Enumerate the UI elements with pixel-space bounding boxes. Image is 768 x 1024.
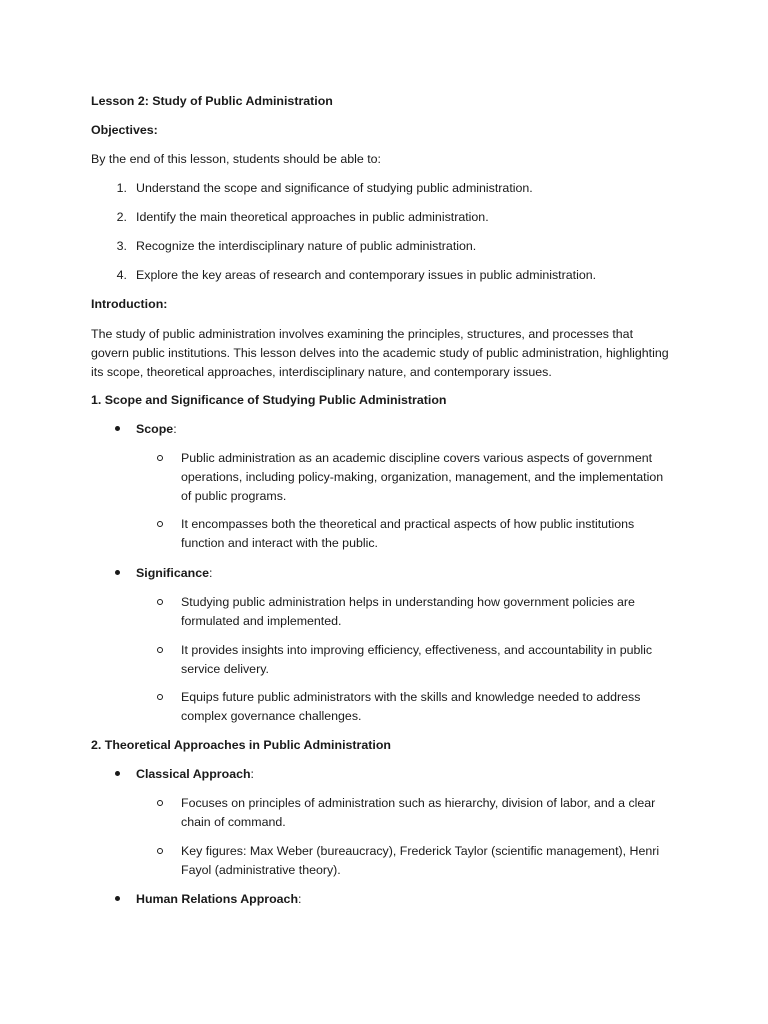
list-number: 3. <box>116 239 127 253</box>
label-colon: : <box>209 566 213 580</box>
circle-bullet-icon <box>157 842 165 850</box>
list-number: 4. <box>116 268 127 282</box>
list-item-human-relations <box>136 890 676 909</box>
bullet-icon <box>114 765 122 773</box>
objectives-intro: By the end of this lesson, students should be able to: <box>91 152 381 166</box>
list-item-scope <box>136 420 676 439</box>
sub-list-item: It encompasses both the theoretical and practical aspects of how public institutions function and interact with the public. <box>181 517 635 550</box>
objective-item: Recognize the interdisciplinary nature of public administration. <box>136 239 477 253</box>
sub-list-item: Studying public administration helps in understanding how government policies are formulated and implemented. <box>181 595 635 628</box>
list-number: 1. <box>116 181 127 195</box>
objectives-heading: Objectives: <box>91 123 158 137</box>
label-colon: : <box>298 892 302 906</box>
circle-bullet-icon <box>157 794 165 802</box>
introduction-paragraph: The study of public administration involves examining the principles, structures, and processes that govern public institutions. This lesson delves into the academic study of public administration, highlighting its scope, theoretical approaches, interdisciplinary nature, and contemporary issues. <box>91 327 669 379</box>
introduction-heading: Introduction: <box>91 297 168 311</box>
item-label: Human Relations Approach <box>136 892 299 906</box>
sub-list-item: It provides insights into improving efficiency, effectiveness, and accountability in public service delivery. <box>181 643 653 676</box>
sub-list-item: Equips future public administrators with the skills and knowledge needed to address complex governance challenges. <box>181 690 641 723</box>
bullet-icon <box>114 890 122 898</box>
lesson-title: Lesson 2: Study of Public Administration <box>91 94 333 108</box>
section-heading: 2. Theoretical Approaches in Public Administration <box>91 738 391 752</box>
item-label: Classical Approach <box>136 767 251 781</box>
list-item-significance <box>136 564 676 583</box>
list-item-classical <box>136 765 676 784</box>
sub-list-item: Public administration as an academic discipline covers various aspects of government operations, including policy-making, organization, management, and the implementation of public programs. <box>181 451 664 503</box>
objective-item: Understand the scope and significance of studying public administration. <box>136 181 533 195</box>
circle-bullet-icon <box>157 449 165 457</box>
objective-item: Identify the main theoretical approaches in public administration. <box>136 210 489 224</box>
label-colon: : <box>250 767 254 781</box>
item-label: Significance <box>136 566 209 580</box>
circle-bullet-icon <box>157 515 165 523</box>
circle-bullet-icon <box>157 641 165 649</box>
sub-list-item: Key figures: Max Weber (bureaucracy), Frederick Taylor (scientific management), Henri Fayol (administrative theory). <box>181 844 660 877</box>
bullet-icon <box>114 420 122 428</box>
sub-list-item: Focuses on principles of administration such as hierarchy, division of labor, and a clear chain of command. <box>181 796 656 829</box>
item-label: Scope <box>136 422 174 436</box>
objective-item: Explore the key areas of research and contemporary issues in public administration. <box>136 268 597 282</box>
list-number: 2. <box>116 210 127 224</box>
section-heading: 1. Scope and Significance of Studying Public Administration <box>91 393 447 407</box>
circle-bullet-icon <box>157 593 165 601</box>
circle-bullet-icon <box>157 688 165 696</box>
label-colon: : <box>173 422 177 436</box>
bullet-icon <box>114 564 122 572</box>
